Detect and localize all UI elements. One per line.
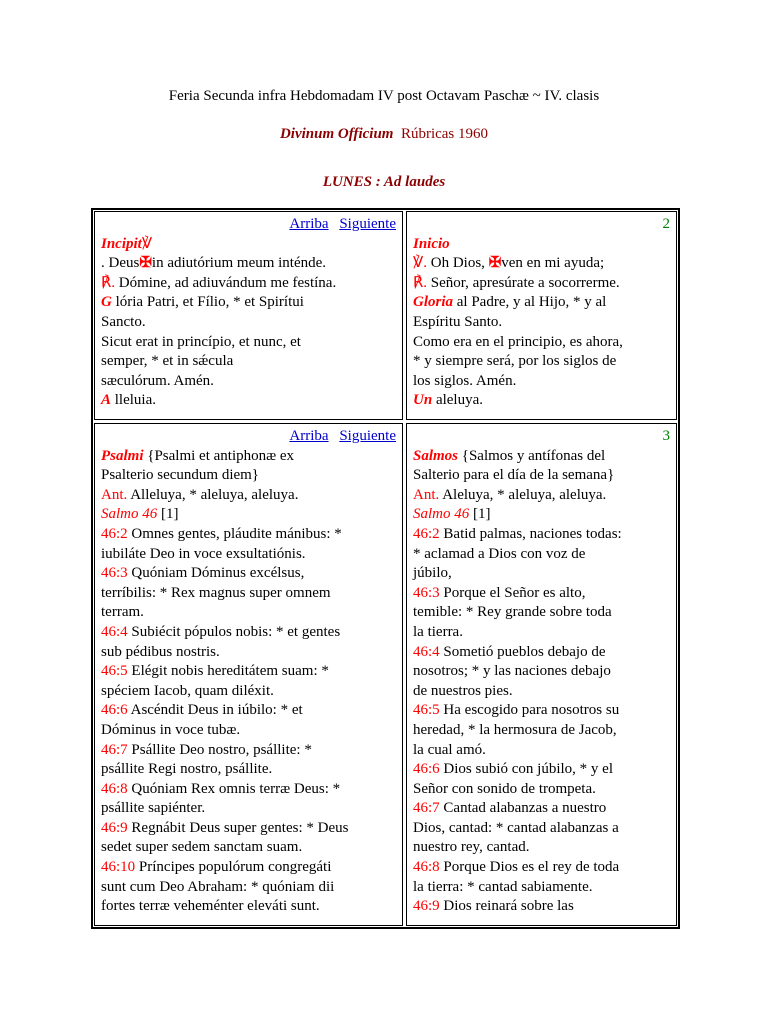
senor-text: Señor, apresúrate a socorrerme.: [430, 274, 620, 291]
verse-text: * aclamad a Dios con voz de: [413, 545, 586, 562]
verse-text: sunt cum Deo Abraham: * quóniam dii: [101, 878, 335, 895]
latin-verses: [101, 525, 396, 917]
verse-ref: 46:9: [101, 819, 128, 836]
verse-line: [101, 603, 396, 623]
verse-line: [101, 819, 396, 839]
verse-ref: 46:6: [413, 761, 440, 778]
next-link[interactable]: Siguiente: [339, 216, 396, 232]
versicle-mark: ℣.: [413, 255, 428, 272]
verse-text: la cual amó.: [413, 741, 486, 758]
verse-text: Sometió pueblos debajo de: [443, 643, 606, 660]
initial-g: G: [101, 294, 112, 311]
verse-text: sedet super sedem sanctam suam.: [101, 839, 303, 856]
verse-line: [413, 643, 670, 663]
verse-text: Psállite Deo nostro, psállite: *: [131, 741, 312, 758]
intro-text: {Salmos y antífonas del: [461, 447, 606, 464]
verse-text: Porque Dios es el rey de toda: [443, 859, 620, 876]
verse-ref: 46:4: [101, 623, 128, 640]
verse-ref: 46:2: [101, 525, 128, 542]
verse-line: [413, 741, 670, 761]
gloria-text: lória Patri, et Fílio, * et Spirítui: [115, 294, 304, 311]
verse-text: heredad, * la hermosura de Jacob,: [413, 721, 617, 738]
versicle-mark: ℣: [141, 235, 153, 252]
verse-line: [101, 584, 396, 604]
office-link[interactable]: Divinum Officium: [279, 126, 394, 142]
verse-text: Ascéndit Deus in iúbilo: * et: [130, 702, 303, 719]
verse-text: júbilo,: [413, 565, 452, 582]
verse-ref: 46:9: [413, 898, 440, 915]
verse-ref: 46:3: [101, 565, 128, 582]
verse-text: spéciem Iacob, quam diléxit.: [101, 682, 274, 699]
verse-text: psállite Regi nostro, psállite.: [101, 761, 273, 778]
gloria-text: al Padre, y al Hijo, * y al: [456, 294, 607, 311]
section2-spanish-cell: [406, 423, 677, 926]
spanish-verses: [413, 525, 670, 917]
verse-ref: 46:5: [101, 663, 128, 680]
up-link[interactable]: Arriba: [289, 216, 329, 232]
section2-nav: [101, 427, 396, 447]
verse-line: [413, 525, 670, 545]
verse-line: [101, 682, 396, 702]
verse-line: [413, 603, 670, 623]
verse-text: Regnábit Deus super gentes: * Deus: [131, 819, 349, 836]
psalm-label: Salmo 46: [101, 506, 158, 523]
page-title: Feria Secunda infra Hebdomadam IV post Octavam Paschæ ~ IV. clasis: [168, 88, 600, 104]
amen-text: los siglos. Amén.: [413, 372, 517, 389]
dios-cont: ven en mi ayuda;: [501, 255, 605, 272]
deus-cont: in adiutórium meum inténde.: [151, 255, 327, 272]
antiphon-label: Ant.: [413, 486, 440, 503]
verse-line: [413, 897, 670, 917]
psalmi-rubric: Psalmi: [101, 447, 144, 464]
verse-line: [413, 584, 670, 604]
verse-text: Porque el Señor es alto,: [443, 584, 586, 601]
verse-ref: 46:8: [101, 780, 128, 797]
psalm-number: [1]: [161, 506, 179, 523]
verse-text: Quóniam Rex omnis terræ Deus: *: [131, 780, 341, 797]
psalm-number: [1]: [473, 506, 491, 523]
verse-line: [101, 780, 396, 800]
intro-text: {Psalmi et antiphonæ ex: [147, 447, 295, 464]
next-link[interactable]: Siguiente: [339, 428, 396, 444]
verse-line: [101, 701, 396, 721]
verse-text: iubiláte Deo in voce exsultatiónis.: [101, 545, 306, 562]
verse-text: Ha escogido para nosotros su: [443, 702, 620, 719]
antiphon-label: Ant.: [101, 486, 128, 503]
verse-text: la tierra.: [413, 623, 463, 640]
gloria-rubric: Gloria: [413, 294, 454, 311]
verse-text: temible: * Rey grande sobre toda: [413, 604, 612, 621]
verse-text: Omnes gentes, pláudite mánibus: *: [131, 525, 342, 542]
verse-ref: 46:3: [413, 584, 440, 601]
verse-line: [101, 623, 396, 643]
response-mark: ℟.: [413, 274, 428, 291]
verse-line: [101, 741, 396, 761]
inicio-rubric: Inicio: [413, 235, 450, 252]
gloria-cont: Espíritu Santo.: [413, 313, 503, 330]
sicut-cont: semper, * et in sǽcula: [101, 353, 234, 370]
verse-line: [101, 643, 396, 663]
verse-line: [101, 897, 396, 917]
cross-icon: ✠: [488, 255, 502, 272]
verse-text: Príncipes populórum congregáti: [138, 859, 332, 876]
como-text: Como era en el principio, es ahora,: [413, 333, 623, 350]
alleluia-text: lleluia.: [114, 392, 157, 409]
intro-cont: Psalterio secundum diem}: [101, 467, 260, 484]
verse-line: [413, 682, 670, 702]
domine-text: Dómine, ad adiuvándum me festína.: [118, 274, 337, 291]
verse-line: [101, 564, 396, 584]
verse-line: [413, 819, 670, 839]
section-number: 3: [662, 428, 670, 444]
day-heading: LUNES : Ad laudes: [322, 174, 446, 190]
sicut-text: Sicut erat in princípio, et nunc, et: [101, 333, 301, 350]
verse-line: [413, 760, 670, 780]
verse-text: terríbilis: * Rex magnus super omnem: [101, 584, 331, 601]
salmos-rubric: Salmos: [413, 447, 459, 464]
verse-ref: 46:10: [101, 859, 136, 876]
verse-line: [413, 545, 670, 565]
section1-spanish-cell: [406, 211, 677, 420]
verse-text: Dios reinará sobre las: [443, 898, 574, 915]
verse-line: [413, 858, 670, 878]
verse-text: Señor con sonido de trompeta.: [413, 780, 596, 797]
dios-text: Oh Dios,: [430, 255, 485, 272]
initial-a: A: [101, 392, 112, 409]
office-subtitle: [0, 126, 768, 143]
gloria-cont: Sancto.: [101, 313, 146, 330]
verse-line: [413, 662, 670, 682]
up-link[interactable]: Arriba: [289, 428, 329, 444]
section-number: 2: [662, 216, 670, 232]
amen-text: sæculórum. Amén.: [101, 372, 214, 389]
como-cont: * y siempre será, por los siglos de: [413, 353, 617, 370]
verse-line: [101, 878, 396, 898]
verse-line: [101, 545, 396, 565]
verse-text: terram.: [101, 604, 144, 621]
intro-cont: Salterio para el día de la semana}: [413, 467, 615, 484]
cross-icon: ✠: [139, 255, 152, 272]
verse-line: [413, 701, 670, 721]
verse-ref: 46:7: [413, 800, 440, 817]
verse-line: [101, 760, 396, 780]
un-rubric: Un: [413, 392, 433, 409]
incipit-rubric: Incipit: [101, 235, 142, 252]
verse-ref: 46:4: [413, 643, 440, 660]
verse-line: [413, 799, 670, 819]
section1-latin-cell: [94, 211, 403, 420]
section1-nav: [101, 215, 396, 235]
antiphon-text: Aleluya, * aleluya, aleluya.: [442, 486, 607, 503]
verse-ref: 46:8: [413, 859, 440, 876]
verse-line: [101, 662, 396, 682]
verse-ref: 46:6: [101, 702, 128, 719]
verse-ref: 46:5: [413, 702, 440, 719]
response-mark: ℟.: [101, 274, 116, 291]
verse-line: [413, 878, 670, 898]
verse-text: sub pédibus nostris.: [101, 643, 220, 660]
verse-line: [101, 721, 396, 741]
verse-text: Elégit nobis hereditátem suam: *: [131, 663, 329, 680]
verse-text: de nuestros pies.: [413, 682, 513, 699]
verse-text: Dios subió con júbilo, * y el: [443, 761, 613, 778]
antiphon-text: Alleluya, * aleluya, aleluya.: [130, 486, 299, 503]
psalm-label: Salmo 46: [413, 506, 470, 523]
verse-text: Dios, cantad: * cantad alabanzas a: [413, 819, 619, 836]
rubrics-link[interactable]: Rúbricas 1960: [400, 126, 489, 142]
verse-line: [101, 858, 396, 878]
verse-line: [101, 525, 396, 545]
verse-line: [413, 838, 670, 858]
verse-text: nosotros; * y las naciones debajo: [413, 663, 611, 680]
verse-line: [413, 564, 670, 584]
verse-text: nuestro rey, cantad.: [413, 839, 530, 856]
verse-text: Quóniam Dóminus excélsus,: [131, 565, 305, 582]
verse-text: psállite sapiénter.: [101, 800, 206, 817]
verse-text: Batid palmas, naciones todas:: [443, 525, 622, 542]
verse-text: Dóminus in voce tubæ.: [101, 721, 241, 738]
verse-ref: 46:2: [413, 525, 440, 542]
verse-ref: 46:7: [101, 741, 128, 758]
deus-text: . Deus: [101, 255, 140, 272]
verse-line: [413, 623, 670, 643]
verse-text: fortes terræ veheménter eleváti sunt.: [101, 898, 320, 915]
verse-line: [101, 799, 396, 819]
verse-line: [101, 838, 396, 858]
verse-text: la tierra: * cantad sabiamente.: [413, 878, 593, 895]
verse-text: Subiécit pópulos nobis: * et gentes: [131, 623, 341, 640]
section2-latin-cell: [94, 423, 403, 926]
verse-line: [413, 780, 670, 800]
verse-line: [413, 721, 670, 741]
verse-text: Cantad alabanzas a nuestro: [443, 800, 607, 817]
aleluya-text: aleluya.: [435, 392, 483, 409]
